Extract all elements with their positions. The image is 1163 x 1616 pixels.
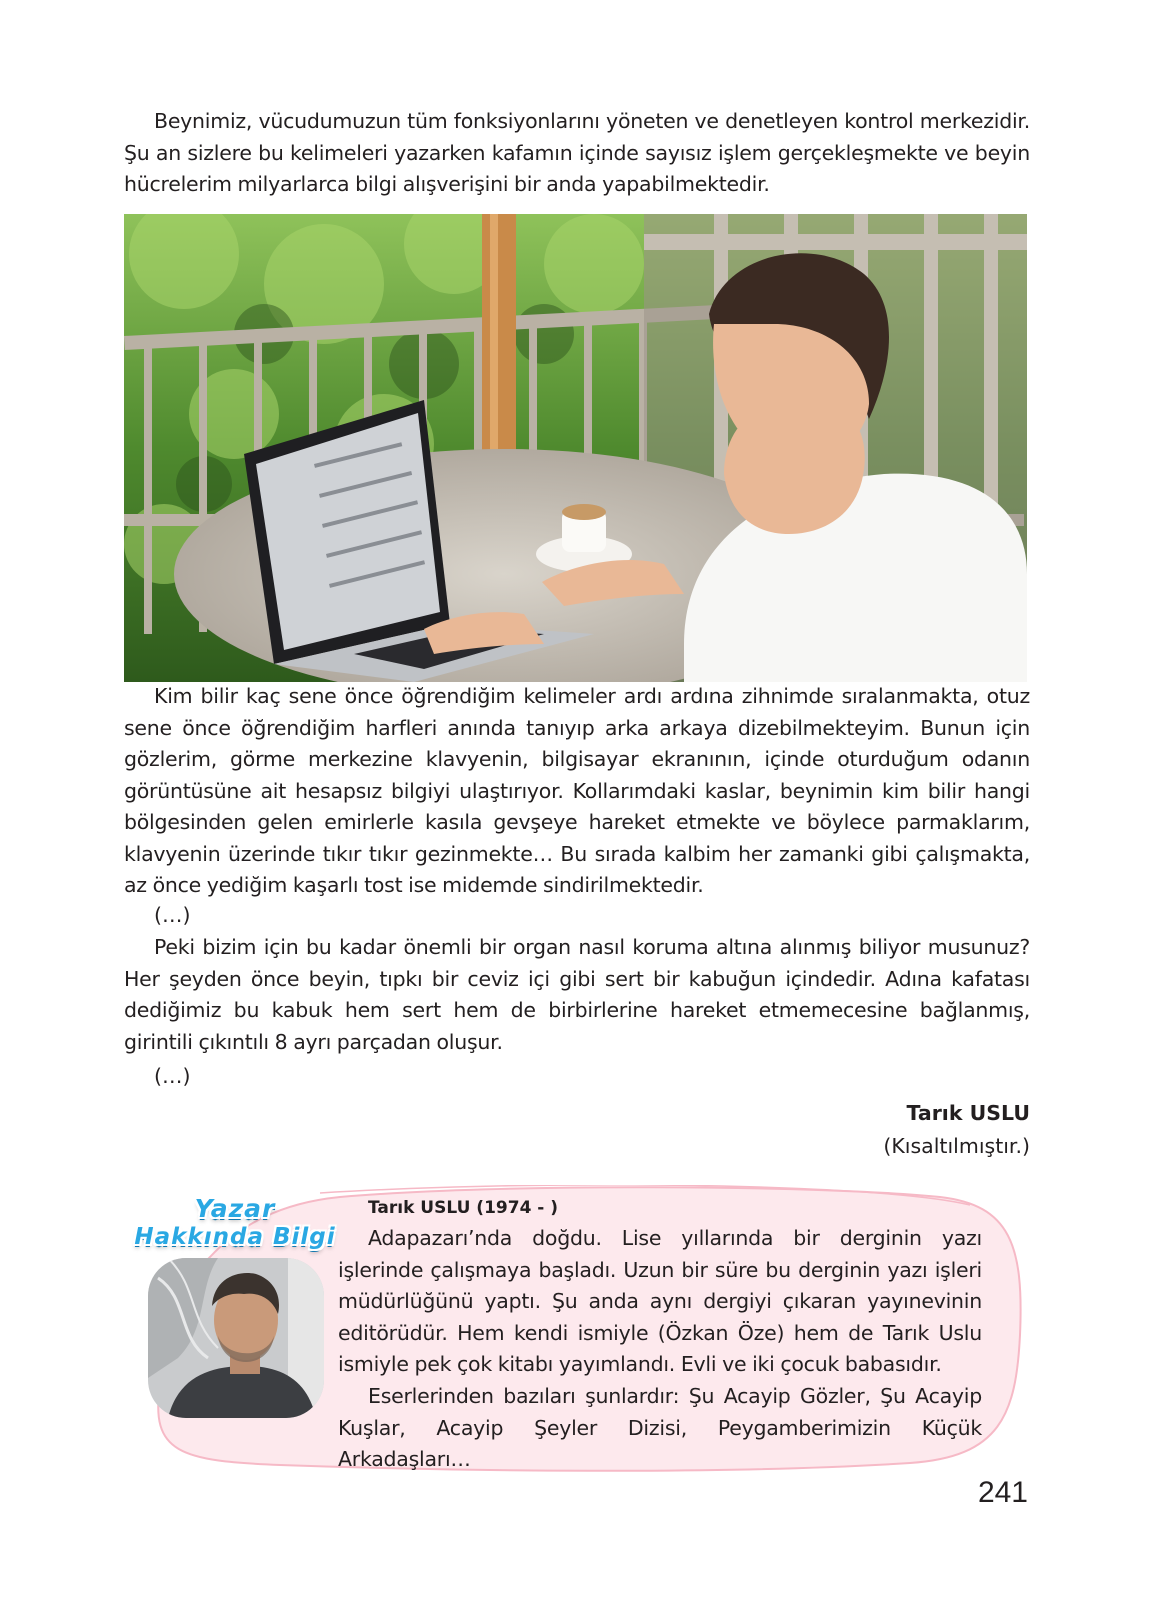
author-signature: Tarık USLU xyxy=(906,1101,1030,1125)
author-bio: Adapazarı’nda doğdu. Lise yıllarında bir derginin yazı işlerinde çalışmaya başladı. Uzun bir süre bu derginin yazı işleri müdürlüğünü yaptı. Şu anda aynı dergiyi çıkaran yayınevinin editörüdür. Hem kendi ismiyle (Özkan Öze) hem de Tarık Uslu ismiyle pek çok kitabı yayımlandı. Evli ve iki çocuk babasıdır. xyxy=(338,1226,982,1376)
paragraph-body: Kim bilir kaç sene önce öğrendiğim kelimeler ardı ardına zihnimde sıralanmakta, otuz sene önce öğrendiğim harfleri anında tanıyıp arka arkaya dizebilmekteyim. Bunun için gözlerim, görme merkezine klavyenin, bilgisayar ekranının, içinde oturduğum odanın görüntüsüne ait hesapsız bilgiyi ulaştırıyor. Kollarımdaki kaslar, beynimin kim bilir hangi bölgesinden gelen emirlerle kasıla gevşeye hareket etmekte ve böylece parmaklarım, klavyenin üzerinde tıkır tıkır gezinmekte… Bu sırada kalbim her zamanki gibi çalışmakta, az önce yediğim kaşarlı tost ise midemde sindirilmektedir. xyxy=(124,684,1030,897)
paragraph-intro: Beynimiz, vücudumuzun tüm fonksiyonlarını yöneten ve denetleyen kontrol merkezidir. Şu an sizlere bu kelimeleri yazarken kafamın içinde sayısız işlem gerçekleşmekte ve beyin hücrelerim milyarlarca bilgi alışverişini bir anda yapabilmektedir. xyxy=(124,109,1030,196)
author-works: Eserlerinden bazıları şunlardır: Şu Acayip Gözler, Şu Acayip Kuşlar, Acayip Şeyler Dizisi, Peygamberimizin Küçük Arkadaşları… xyxy=(338,1384,982,1471)
author-portrait xyxy=(148,1258,324,1418)
badge-line-2: Hakkında Bilgi xyxy=(134,1224,336,1250)
abridged-note: (Kısaltılmıştır.) xyxy=(883,1134,1030,1158)
man-with-laptop-photo xyxy=(124,214,1027,682)
about-author-badge xyxy=(124,1195,346,1251)
paragraph-skull: Peki bizim için bu kadar önemli bir organ nasıl koruma altına alınmış biliyor musunuz? Her şeyden önce beyin, tıpkı bir ceviz içi gibi sert bir kabuğun içindedir. Adına kafatası dediğimiz bu kabuk hem sert hem de birbirlerine hareket etmemecesine bağlanmış, girintili çıkıntılı 8 ayrı parçadan oluşur. xyxy=(124,935,1030,1054)
ellipsis-2: (…) xyxy=(154,1064,191,1088)
badge-line-1: Yazar xyxy=(194,1194,276,1223)
author-name-years: Tarık USLU (1974 - ) xyxy=(368,1198,559,1218)
page-number: 241 xyxy=(977,1476,1028,1509)
ellipsis-1: (…) xyxy=(154,903,191,927)
